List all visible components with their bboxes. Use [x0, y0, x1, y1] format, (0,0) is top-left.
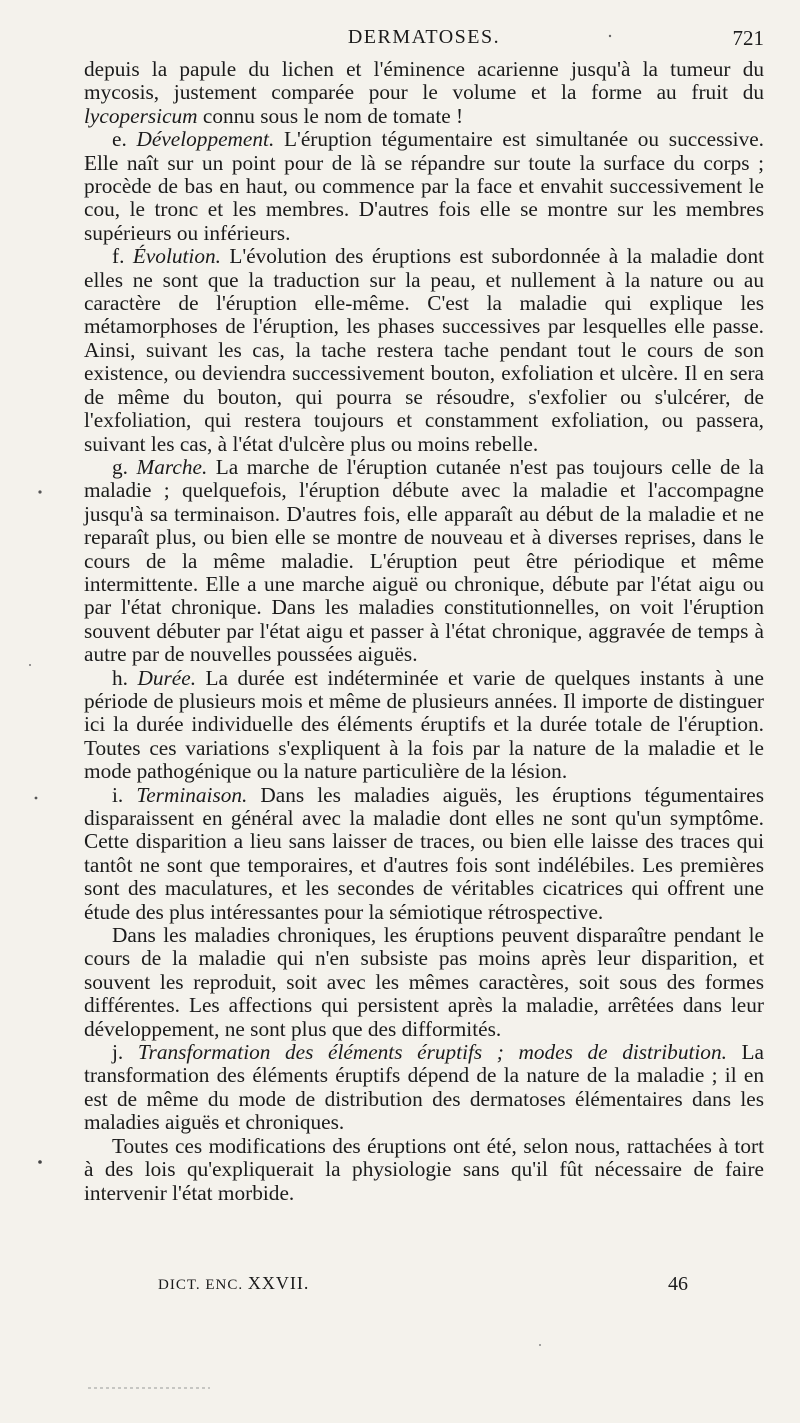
- section-label: g.: [112, 454, 128, 479]
- paragraph-continuation: [84, 58, 764, 128]
- paragraph-text: Toutes ces modifications des éruptions ont été, selon nous, rattachées à tort à des lois qu'expliquerait la physiologie sans qu'il fût nécessaire de faire intervenir l'état morbide.: [84, 1133, 764, 1205]
- paragraph-text: La marche de l'éruption cutanée n'est pas toujours celle de la maladie ; quelquefois, l'éruption débute avec la maladie et l'accompagne jusqu'à sa terminaison. D'autres fois, elle apparaît au début de la maladie et ne reparaît plus, ou bien elle se montre de nouveau et à diverses reprises, dans le cours de la même maladie. L'éruption peut être périodique et même intermittente. Elle a une marche aiguë ou chronique, débute par l'état aigu ou par l'état chronique. Dans les maladies constitutionnelles, on voit l'éruption souvent débuter par l'état aigu et passer à l'état chronique, aggravée de temps à autre par de nouvelles poussées aiguës.: [84, 454, 765, 667]
- paragraph-text: La transformation des éléments éruptifs dépend de la nature de la maladie ; il en est de même du mode de distribution des dermatoses élémentaires dans les maladies aiguës et chroniques.: [84, 1040, 764, 1135]
- sheet-number: 46: [668, 1273, 688, 1295]
- page-header: [84, 26, 764, 52]
- section-marche: [84, 456, 764, 667]
- page-number: 721: [732, 26, 764, 50]
- paragraph-chronic: [84, 924, 764, 1041]
- paragraph-text: L'évolution des éruptions est subordonnée à la maladie dont elles ne sont que la traduction sur la peau, et nullement à la nature ou au caractère de l'éruption elle-même. C'est la maladie qui explique les métamorphoses de l'éruption, les phases successives par lesquelles elle passe. Ainsi, suivant les cas, la tache restera tache pendant tout le cours de son existence, ou deviendra successivement bouton, exfoliation et ulcère. Il en sera de même du bouton, qui pourra se résoudre, s'exfolier ou s'ulcérer, de l'exfoliation, qui restera toujours et constamment exfoliation, ou passera, suivant les cas, à l'état d'ulcère plus ou moins rebelle.: [84, 244, 765, 456]
- volume-number: XXVII.: [247, 1273, 310, 1293]
- section-title: Marche.: [136, 454, 208, 479]
- section-label: e.: [112, 127, 127, 152]
- section-title: Développement.: [136, 127, 275, 152]
- paragraph-text: La durée est indéterminée et varie de quelques instants à une période de plusieurs mois et même de plusieurs années. Il importe de distinguer ici la durée individuelle des éléments éruptifs et la durée totale de l'éruption. Toutes ces variations s'expliquent à la fois par la nature de la maladie et le mode pathogénique ou la nature particulière de la lésion.: [84, 665, 764, 784]
- paragraph-conclusion: [84, 1135, 764, 1205]
- printer-signature: [158, 1273, 309, 1294]
- section-label: f.: [112, 244, 125, 269]
- section-title: Évolution.: [132, 244, 221, 269]
- section-development: [84, 128, 764, 245]
- body-text: [84, 58, 764, 1205]
- section-duree: [84, 667, 764, 784]
- page-footer: [158, 1273, 688, 1299]
- section-title: Terminaison.: [136, 782, 248, 807]
- paragraph-text: L'éruption tégumentaire est simultanée ou successive. Elle naît sur un point pour de là se répandre sur toute la surface du corps ; procède de bas en haut, ou commence par la face et envahit successivement le cou, le tronc et les membres. D'autres fois elle se montre sur les membres supérieurs ou inférieurs.: [84, 127, 764, 245]
- paragraph-text: depuis la papule du lichen et l'éminence acarienne jusqu'à la tumeur du mycosis, justement comparée pour le volume et la forme au fruit du: [84, 57, 764, 105]
- section-transformation: [84, 1041, 764, 1135]
- section-terminaison: [84, 784, 764, 924]
- signature-text: DICT. ENC.: [158, 1277, 244, 1293]
- section-evolution: [84, 245, 764, 456]
- section-title: Transformation des éléments éruptifs ; modes de distribution.: [137, 1040, 727, 1065]
- paragraph-text: Dans les maladies aiguës, les éruptions tégumentaires disparaissent en général avec la maladie dont elles ne sont qu'un symptôme. Cette disparition a lieu sans laisser de traces, ou bien elle laisse des traces qui tantôt ne sont que temporaires, et d'autres fois sont indélébiles. Les premières sont des maculatures, et les secondes de véritables cicatrices qui offrent une étude des plus intéressantes pour la sémiotique rétrospective.: [84, 782, 764, 924]
- running-head: DERMATOSES.: [347, 26, 501, 48]
- section-label: i.: [112, 782, 124, 807]
- paragraph-text: connu sous le nom de tomate !: [197, 103, 464, 128]
- section-label: j.: [112, 1040, 124, 1065]
- paragraph-text: Dans les maladies chroniques, les éruptions peuvent disparaître pendant le cours de la maladie qui n'en subsiste pas moins après leur disparition, et souvent les reproduit, soit avec les mêmes caractères, soit sous des formes différentes. Les affections qui persistent après la maladie, arrêtées dans leur développement, ne sont plus que des difformités.: [84, 923, 764, 1041]
- section-label: h.: [112, 665, 128, 690]
- section-title: Durée.: [137, 665, 197, 690]
- italic-term: lycopersicum: [84, 103, 198, 128]
